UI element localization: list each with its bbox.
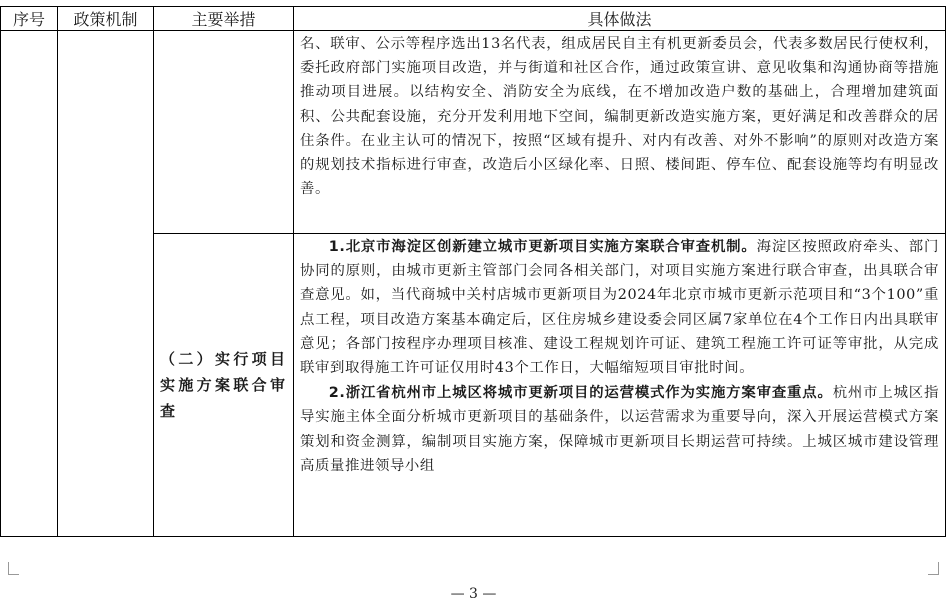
policy-table [0, 6, 946, 537]
header-seq: 序号 [1, 7, 58, 31]
page-number: — 3 — [450, 586, 497, 602]
seq-cell [1, 31, 58, 537]
crop-mark-right [928, 562, 939, 575]
table-header-row [1, 7, 946, 31]
practice-item-1 [294, 234, 945, 380]
item-1-title: 1.北京市海淀区创新建立城市更新项目实施方案联合审查机制。 [328, 239, 757, 255]
measure-cell [154, 234, 294, 537]
item-2-title: 2.浙江省杭州市上城区将城市更新项目的运营模式作为实施方案审查重点。 [328, 385, 833, 402]
practice-cell-continued [294, 31, 946, 234]
practice-paragraph-continued: 名、联审、公示等程序选出13名代表，组成居民自主有机更新委员会，代表多数居民行使权利，委托政府部门实施项目改造，并与街道和社区合作，通过政策宣讲、意见收集和沟通协商等措施推动项目进展。以结构安全、消防安全为底线，在不增加改造户数的基础上，合理增加建筑面积、公共配套设施，充分开发利用地下空间，编制更新改造实施方案，更好满足和改善群众的居住条件。在业主认可的情况下，按照“区域有提升、对内有改善、对外不影响”的原则对改造方案的规划技术指标进行审查，改造后小区绿化率、日照、楼间距、停车位、配套设施等均有明显改善。 [300, 36, 939, 198]
header-mechanism: 政策机制 [58, 7, 154, 31]
item-1-body: 海淀区按照政府牵头、部门协同的原则，由城市更新主管部门会同各相关部门，对项目实施方案进行联合审查，出具联合审查意见。如，当代商城中关村店城市更新项目为2024年北京市城市更新示范项目和“3个100”重点工程，项目改造方案基本确定后，区住房城乡建设委会同区属7家单位在4个工作日内出具联审意见；各部门按程序办理项目核准、建设工程规划许可证、建筑工程施工许可证等审批，从完成联审到取得施工许可证仅用时43个工作日，大幅缩短项目审批时间。 [300, 239, 940, 377]
measure-cell-continued [154, 31, 294, 234]
item-2-body: 杭州市上城区指导实施主体全面分析城市更新项目的基础条件，以运营需求为重要导向，深入开展运营模式方案策划和资金测算，编制项目实施方案，保障城市更新项目长期运营可持续。上城区城市建设管理高质量推进领导小组 [300, 385, 940, 474]
practice-item-2 [294, 380, 945, 478]
practice-cell [294, 234, 946, 537]
table-row [1, 31, 946, 234]
crop-mark-left [8, 562, 19, 575]
measure-label: （二）实行项目实施方案联合审查 [160, 350, 287, 420]
header-measure: 主要举措 [154, 7, 294, 31]
mechanism-cell [58, 31, 154, 537]
header-practice: 具体做法 [294, 7, 946, 31]
